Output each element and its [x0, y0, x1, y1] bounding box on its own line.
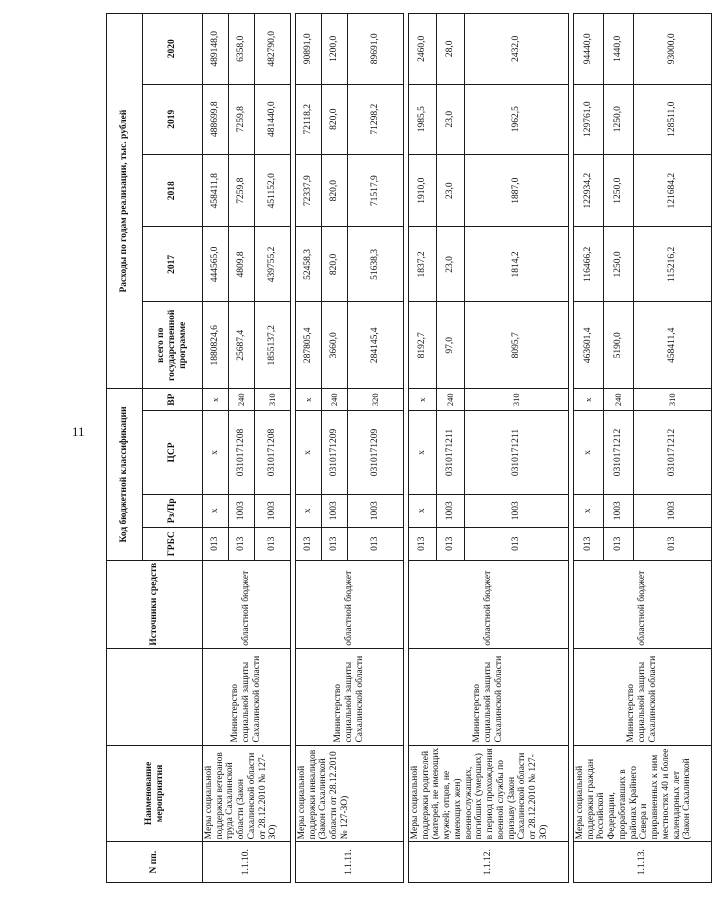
rotated-table-wrapper: [106, 13, 693, 883]
cell-total: 287805,4: [296, 302, 322, 389]
cell-vr: 240: [604, 389, 634, 411]
cell-2017: 439755,2: [255, 227, 291, 302]
table-row: [409, 14, 437, 883]
cell-grbs: 013: [437, 527, 465, 560]
cell-csr: 0310171208: [229, 411, 255, 495]
cell-csr: х: [409, 411, 437, 495]
cell-2020: 89691,0: [348, 14, 404, 85]
cell-2019: 7259,8: [229, 84, 255, 154]
cell-grbs: 013: [604, 527, 634, 560]
cell-2017: 1837,2: [409, 227, 437, 302]
cell-2017: 4809,8: [229, 227, 255, 302]
item-source: областной бюджет: [574, 560, 712, 648]
page-number: 11: [72, 424, 85, 439]
item-source: областной бюджет: [203, 560, 291, 648]
cell-total: 1855137,2: [255, 302, 291, 389]
header-csr: ЦСР: [143, 411, 203, 495]
cell-2018: 122934,2: [574, 154, 604, 227]
cell-rzpr: 1003: [348, 494, 404, 527]
cell-csr: 0310171212: [604, 411, 634, 495]
cell-csr: х: [203, 411, 229, 495]
cell-grbs: 013: [203, 527, 229, 560]
cell-2019: 128511,0: [634, 84, 712, 154]
item-name: Меры социальной поддержки инвалидов (Закон Сахалинской области от 28.12.2010 № 127-ЗО): [296, 745, 404, 842]
cell-2019: 481440,0: [255, 84, 291, 154]
cell-2018: 1887,0: [465, 154, 569, 227]
cell-rzpr: 1003: [465, 494, 569, 527]
cell-vr: х: [203, 389, 229, 411]
cell-csr: х: [574, 411, 604, 495]
cell-total: 97,0: [437, 302, 465, 389]
cell-total: 8095,7: [465, 302, 569, 389]
item-source: областной бюджет: [409, 560, 569, 648]
cell-csr: 0310171208: [255, 411, 291, 495]
header-2019: 2019: [143, 84, 203, 154]
item-executor: Министерство социальной защиты Сахалинской области: [409, 648, 569, 745]
item-executor: Министерство социальной защиты Сахалинской области: [203, 648, 291, 745]
cell-rzpr: 1003: [322, 494, 348, 527]
cell-rzpr: х: [409, 494, 437, 527]
cell-total: 458411,4: [634, 302, 712, 389]
cell-rzpr: х: [296, 494, 322, 527]
cell-csr: 0310171209: [322, 411, 348, 495]
header-budget-code: Код бюджетной классификации: [107, 389, 143, 561]
cell-total: 25687,4: [229, 302, 255, 389]
item-number: 1.1.13.: [574, 842, 712, 883]
cell-vr: 240: [437, 389, 465, 411]
cell-2018: 72337,9: [296, 154, 322, 227]
cell-2018: 23,0: [437, 154, 465, 227]
cell-vr: 320: [348, 389, 404, 411]
cell-2020: 489148,0: [203, 14, 229, 85]
cell-2018: 1250,0: [604, 154, 634, 227]
item-number: 1.1.11.: [296, 842, 404, 883]
cell-total: 284145,4: [348, 302, 404, 389]
cell-rzpr: 1003: [229, 494, 255, 527]
table-row: [203, 14, 229, 883]
cell-2020: 482790,0: [255, 14, 291, 85]
cell-total: 3660,0: [322, 302, 348, 389]
cell-grbs: 013: [255, 527, 291, 560]
cell-grbs: 013: [348, 527, 404, 560]
header-2017: 2017: [143, 227, 203, 302]
cell-2018: 71517,9: [348, 154, 404, 227]
header-total: всего по государственной программе: [143, 302, 203, 389]
cell-rzpr: х: [203, 494, 229, 527]
item-number: 1.1.12.: [409, 842, 569, 883]
cell-rzpr: 1003: [255, 494, 291, 527]
header-2018: 2018: [143, 154, 203, 227]
header-expenses: Расходы по годам реализации, тыс. рублей: [107, 14, 143, 389]
budget-table: [106, 13, 712, 883]
table-row: [574, 14, 604, 883]
header-vr: ВР: [143, 389, 203, 411]
cell-grbs: 013: [322, 527, 348, 560]
cell-2019: 129761,0: [574, 84, 604, 154]
cell-2020: 1440,0: [604, 14, 634, 85]
cell-rzpr: 1003: [437, 494, 465, 527]
cell-2020: 94440,0: [574, 14, 604, 85]
cell-2019: 820,0: [322, 84, 348, 154]
header-executor: [107, 648, 203, 745]
cell-grbs: 013: [296, 527, 322, 560]
cell-vr: 240: [229, 389, 255, 411]
cell-vr: х: [296, 389, 322, 411]
cell-rzpr: 1003: [634, 494, 712, 527]
cell-grbs: 013: [574, 527, 604, 560]
cell-2019: 1962,5: [465, 84, 569, 154]
cell-2017: 52458,3: [296, 227, 322, 302]
cell-2018: 458411,8: [203, 154, 229, 227]
cell-2019: 23,0: [437, 84, 465, 154]
cell-2017: 1814,2: [465, 227, 569, 302]
cell-vr: 310: [465, 389, 569, 411]
cell-2020: 2432,0: [465, 14, 569, 85]
cell-2017: 115216,2: [634, 227, 712, 302]
header-num: N пп.: [107, 842, 203, 883]
item-name: Меры социальной поддержки родителей (матерей, не имеющих мужей; отцов, не имеющих жен) военнослужащих, погибших (умерших) в период прохождения военной службы по призыву (Закон Сахалинской области от 28.12.2010 № 127-ЗО): [409, 745, 569, 842]
cell-rzpr: 1003: [604, 494, 634, 527]
cell-vr: 240: [322, 389, 348, 411]
cell-2020: 28,0: [437, 14, 465, 85]
cell-2017: 444565,0: [203, 227, 229, 302]
cell-2019: 1985,5: [409, 84, 437, 154]
cell-grbs: 013: [634, 527, 712, 560]
header-rzpr: Рз/Пр: [143, 494, 203, 527]
cell-vr: 310: [634, 389, 712, 411]
cell-grbs: 013: [229, 527, 255, 560]
item-executor: Министерство социальной защиты Сахалинской области: [574, 648, 712, 745]
cell-2019: 488699,8: [203, 84, 229, 154]
header-source: Источники средств: [107, 560, 203, 648]
cell-vr: х: [574, 389, 604, 411]
cell-2018: 1910,0: [409, 154, 437, 227]
header-grbs: ГРБС: [143, 527, 203, 560]
cell-csr: 0310171209: [348, 411, 404, 495]
cell-grbs: 013: [409, 527, 437, 560]
cell-grbs: 013: [465, 527, 569, 560]
cell-csr: х: [296, 411, 322, 495]
cell-csr: 0310171211: [437, 411, 465, 495]
cell-2018: 820,0: [322, 154, 348, 227]
item-executor: Министерство социальной защиты Сахалинской области: [296, 648, 404, 745]
cell-2020: 90891,0: [296, 14, 322, 85]
cell-2018: 451152,0: [255, 154, 291, 227]
cell-csr: 0310171211: [465, 411, 569, 495]
cell-total: 5190,0: [604, 302, 634, 389]
cell-2017: 51638,3: [348, 227, 404, 302]
cell-2017: 23,0: [437, 227, 465, 302]
cell-total: 463601,4: [574, 302, 604, 389]
cell-2019: 72118,2: [296, 84, 322, 154]
cell-2017: 820,0: [322, 227, 348, 302]
cell-rzpr: х: [574, 494, 604, 527]
item-number: 1.1.10.: [203, 842, 291, 883]
cell-vr: х: [409, 389, 437, 411]
cell-total: 1880824,6: [203, 302, 229, 389]
cell-2017: 1250,0: [604, 227, 634, 302]
item-name: Меры социальной поддержки граждан Российской Федерации, проработавших в районах Крайнего Севера и приравненных к ним местностях 40 и более календарных лет (Закон Сахалинской: [574, 745, 712, 842]
table-body: [203, 14, 712, 883]
item-source: областной бюджет: [296, 560, 404, 648]
cell-2020: 2460,0: [409, 14, 437, 85]
cell-total: 8192,7: [409, 302, 437, 389]
cell-2018: 7259,8: [229, 154, 255, 227]
table-row: [296, 14, 322, 883]
cell-2019: 1250,0: [604, 84, 634, 154]
cell-vr: 310: [255, 389, 291, 411]
cell-2020: 6358,0: [229, 14, 255, 85]
header-name: Наименование мероприятия: [107, 745, 203, 842]
cell-2018: 121684,2: [634, 154, 712, 227]
cell-2019: 71298,2: [348, 84, 404, 154]
header-2020: 2020: [143, 14, 203, 85]
cell-2020: 93000,0: [634, 14, 712, 85]
cell-2020: 1200,0: [322, 14, 348, 85]
cell-2017: 116466,2: [574, 227, 604, 302]
item-name: Меры социальной поддержки ветеранов труда Сахалинской области (Закон Сахалинской области от 28.12.2010 № 127-ЗО): [203, 745, 291, 842]
cell-csr: 0310171212: [634, 411, 712, 495]
